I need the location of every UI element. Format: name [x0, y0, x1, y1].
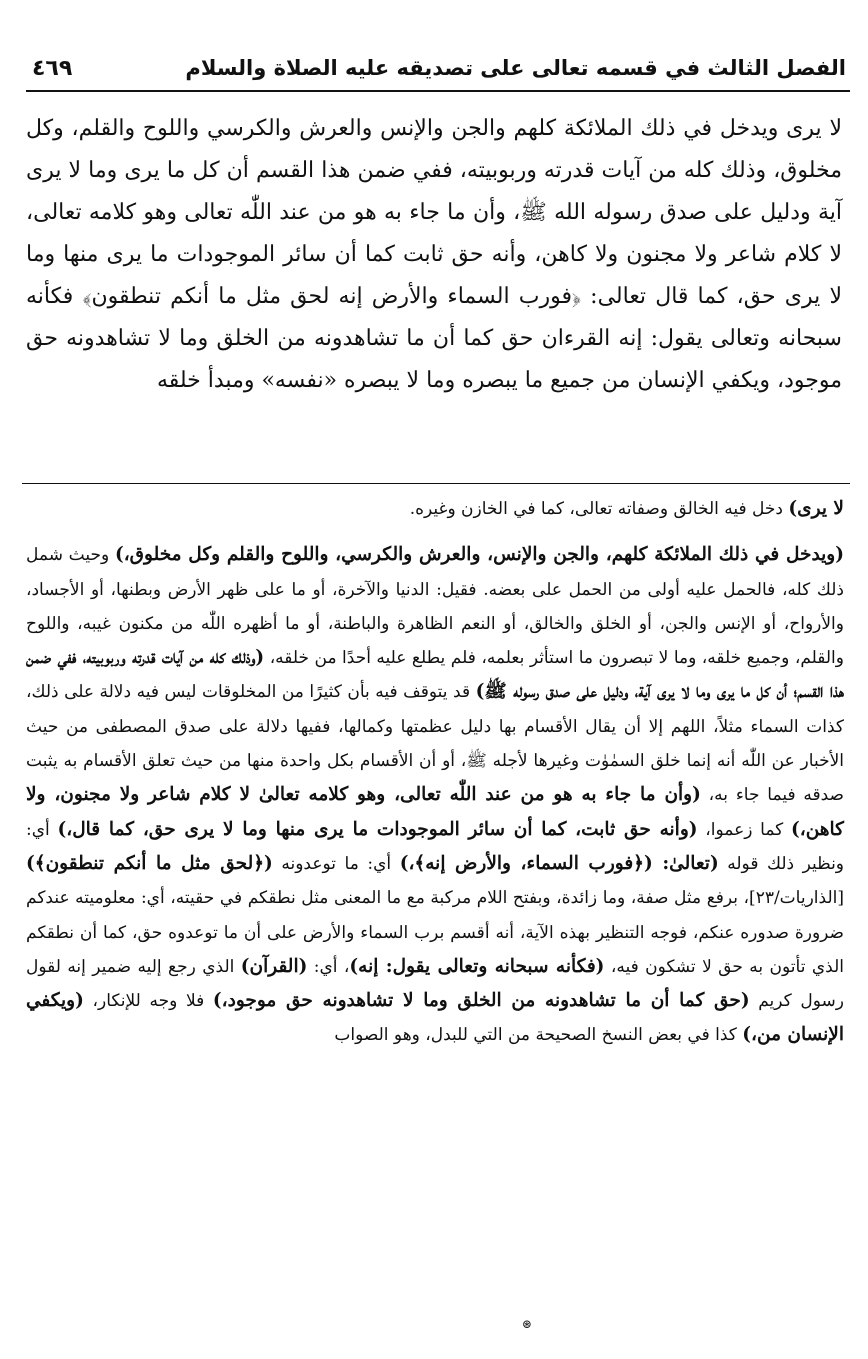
commentary-text: [الذاريات/٢٣]، برفع مثل صفة، وما زائدة، وبفتح اللام مركبة مع ما المعنى مثل نطقكم في حقيته، أي: معلوميته عندكم ضرورة صدوره عنكم، فوجه التنظير بهذه الآية، أنه أقسم برب السماء والأرض على أن ما توعدوه حق، كما أن نطقكم الذي تأتون به حق لا تشكون فيه، [26, 888, 844, 977]
commentary-text: دخل فيه الخالق وصفاته تعالى، كما في الخازن وغيره. [409, 499, 789, 519]
commentary-text: الذي رجع إليه ضمير إنه لقول رسول كريم [26, 956, 844, 1012]
commentary-text: فلا وجه للإنكار، [83, 991, 213, 1012]
footnote-divider [22, 483, 850, 484]
quoted-text: (ويكفي الإنسان من،) [26, 990, 844, 1046]
quoted-text: (تعالىٰ: (﴿فورب السماء، والأرض إنه﴾،) [399, 852, 719, 874]
chapter-title: الفصل الثالث في قسمه تعالى على تصديقه عليه الصلاة والسلام [185, 56, 846, 80]
quoted-text: (وذلك كله من آيات قدرته وربوبيته، ففي ضمن هذا القسم؛ أن كل ما يرى وما لا يرى آية، ودليل على صدق رسوله ﷺ) [26, 647, 844, 703]
quoted-text: (ويدخل في ذلك الملائكة كلهم، والجن والإنس، والعرش والكرسي، واللوح والقلم وكل مخلوق،) [114, 544, 844, 566]
quoted-text: (القرآن) [240, 955, 308, 977]
main-paragraph: لا يرى ويدخل في ذلك الملائكة كلهم والجن والإنس والعرش والكرسي واللوح والقلم، وكل مخلوق، وذلك كله من آيات قدرته وربوبيته، ففي ضمن هذا القسم أن كل ما يرى وما لا يرى آية ودليل على صدق رسوله الله ﷺ، وأن ما جاء به هو من عند اللّٰه تعالى وهو كلامه تعالى، لا كلام شاعر ولا مجنون ولا كاهن، وأنه حق ثابت كما أن سائر الموجودات ما يرى منها وما لا يرى حق، كما قال تعالى: ﴿فورب السماء والأرض إنه لحق مثل ما أنكم تنطقون﴾ فكأنه سبحانه وتعالى يقول: إنه القرءان حق كما أن ما تشاهدونه من الخلق وما لا تشاهدونه حق موجود، ويكفي الإنسان من جميع ما يبصره وما لا يبصره «نفسه» ومبدأ خلقه [26, 116, 842, 393]
header-divider [26, 90, 850, 92]
quoted-text: (حق كما أن ما تشاهدونه من الخلق وما لا تشاهدونه حق موجود،) [212, 990, 750, 1012]
commentary-paragraph-2 [26, 538, 844, 1052]
ornament-mark: ⊛ [521, 1317, 533, 1331]
quoted-text: (﴿لحق مثل ما أنكم تنطقون﴾) [26, 852, 273, 874]
quoted-text: (وأنه حق ثابت، كما أن سائر الموجودات ما يرى منها وما لا يرى حق، كما قال،) [57, 818, 698, 840]
commentary-text: وحيث شمل ذلك كله، فالحمل عليه أولى من الحمل على بعضه. فقيل: الدنيا والآخرة، أو ما على ظهر الأرض وبطنها، أو الأجساد، والأرواح، أو الإنس والجن، أو الخلق والخالق، أو النعم الظاهرة والباطنة، أو ما أظهره اللّٰه من مكنون غيبه، واللوح والقلم، وجميع خلقه، وما لا تبصرون ما استأثر بعلمه، فلم يطلع عليه أحدًا من خلقه، [26, 545, 844, 669]
commentary-text: أي: ونظير ذلك قوله [26, 819, 845, 874]
commentary-paragraph-1 [26, 492, 844, 526]
commentary-block [26, 492, 844, 1053]
quoted-text: (وأن ما جاء به هو من عند اللّٰه تعالى، وهو كلامه تعالىٰ لا كلام شاعر ولا مجنون، ولا كاهن،) [26, 784, 844, 840]
commentary-text: قد يتوقف فيه بأن كثيرًا من المخلوقات ليس فيه دلالة على ذلك، كذات السماء مثلاً، اللهم إلا أن يقال الأقسام بها دليل عظمتها وكمالها، ففيها دلالة على صدق المصطفى من حيث الأخبار عن اللّٰه أنه إنما خلق السمٰوٰت وغيرها لأجله ﷺ، أو أن الأقسام بكل واحدة منها من حيث تعلق الأقسام به يثبت صدقه فيما جاء به، [26, 682, 844, 806]
commentary-text: كذا في بعض النسخ الصحيحة من التي للبدل، وهو الصواب [334, 1025, 743, 1046]
commentary-text: ، أي: [307, 956, 350, 977]
quoted-text: (فكأنه سبحانه وتعالى يقول: إنه) [349, 955, 605, 977]
main-text-block [26, 108, 842, 402]
quoted-text: لا يرى) [788, 498, 844, 519]
running-header [32, 50, 846, 86]
commentary-text: كما زعموا، [697, 819, 791, 840]
page-number: ٤٦٩ [32, 55, 73, 81]
commentary-text: أي: ما توعدونه [272, 853, 400, 874]
